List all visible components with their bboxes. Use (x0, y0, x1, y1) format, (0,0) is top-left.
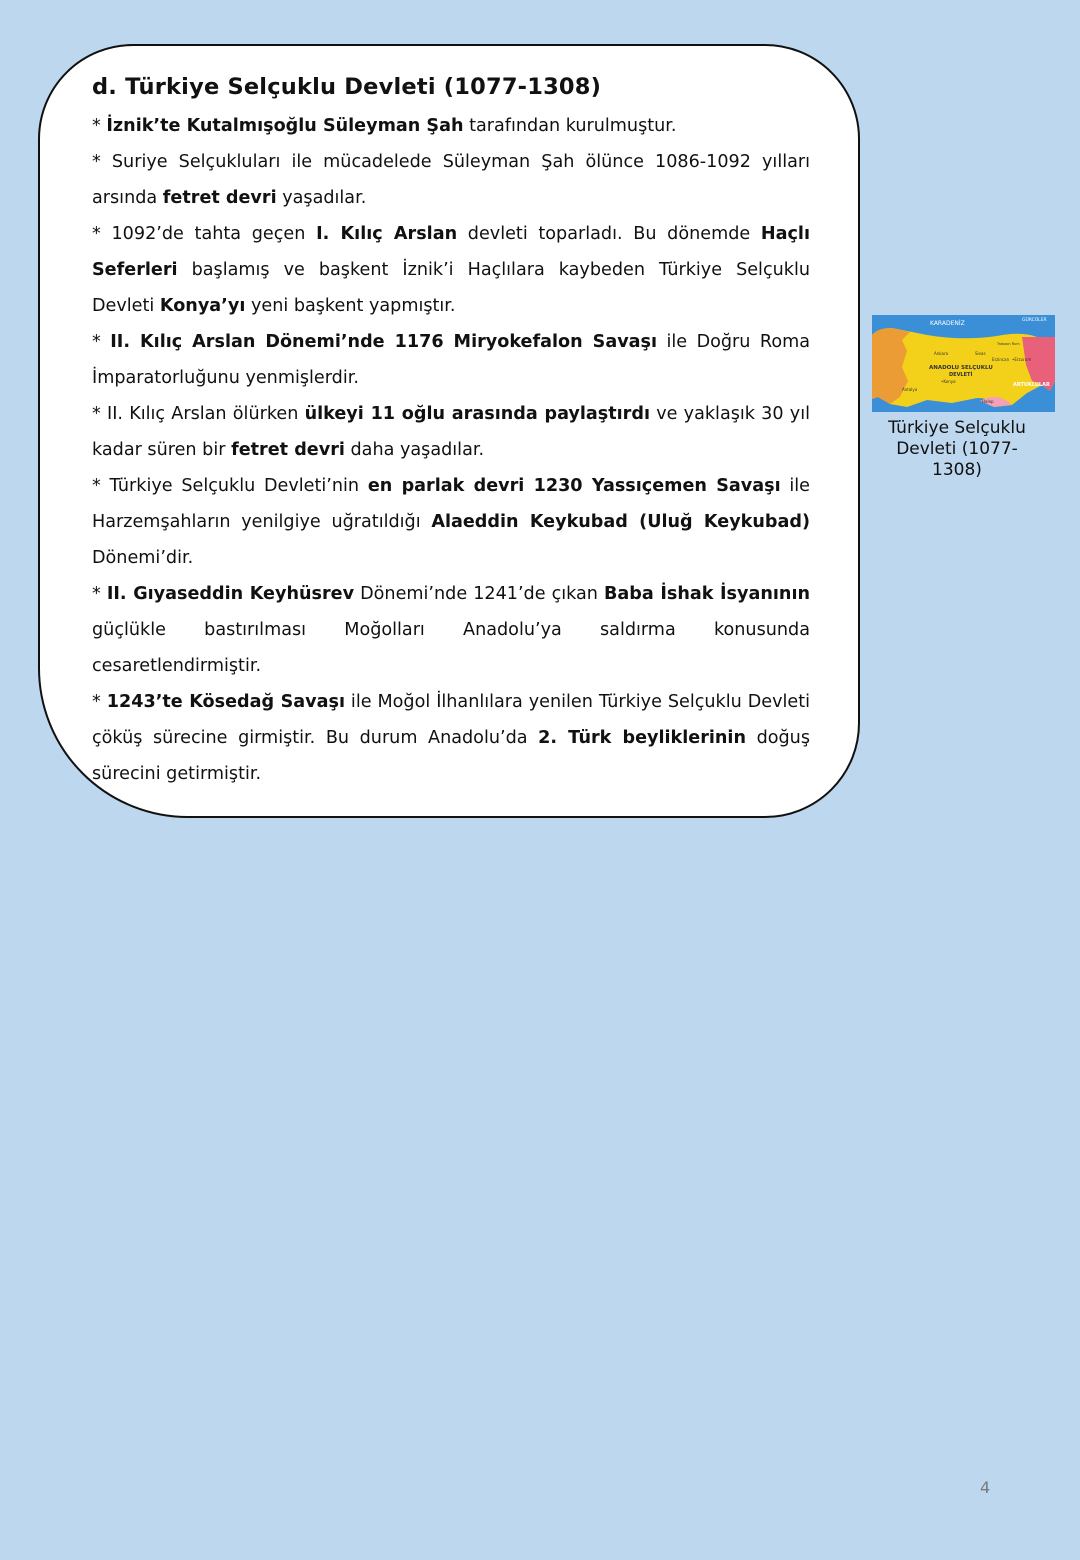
text: ile Harzemşahların yenilgiye uğratıldığı (92, 475, 810, 532)
bold-text: II. Kılıç Arslan Dönemi’nde 1176 Miryokefalon Savaşı (110, 331, 658, 352)
bold-text: I. Kılıç Arslan (316, 223, 458, 244)
text: devleti toparladı. Bu dönemde (457, 223, 761, 244)
bold-text: Haçlı Seferleri (92, 223, 810, 280)
map-label-trabzon: Trabzon Rum (997, 342, 1020, 346)
map-label-ankara: Ankara (934, 351, 949, 356)
map-label-halep: Halep (982, 399, 994, 404)
map-label-state-line1: ANADOLU SELÇUKLU (929, 365, 993, 371)
text: Dönemi’dir. (92, 547, 194, 568)
section-title: d. Türkiye Selçuklu Devleti (1077-1308) (92, 74, 602, 100)
text: * Türkiye Selçuklu Devleti’nin (92, 475, 368, 496)
bullet-paragraph (92, 684, 810, 792)
map-label-state-line2: DEVLETİ (949, 372, 973, 378)
text: Dönemi’nde 1241’de çıkan (354, 583, 604, 604)
bold-text: fetret devri (231, 439, 345, 460)
text: tarafından kurulmuştur. (463, 115, 677, 136)
paragraph-list (92, 108, 810, 792)
map-caption: Türkiye Selçuklu Devleti (1077-1308) (888, 418, 1026, 480)
map-label-erzurum: •Erzurum (1012, 357, 1032, 362)
bold-text: Alaeddin Keykubad (Uluğ Keykubad) (431, 511, 810, 532)
text: * (92, 331, 111, 352)
text: * II. Kılıç Arslan ölürken (92, 403, 305, 424)
map-label-artuklu: ARTUKLULAR (1013, 382, 1050, 388)
map-label-georgia: GÜRCÜLER (1022, 318, 1047, 323)
page-number: 4 (980, 1478, 991, 1497)
bold-text: en parlak devri 1230 Yassıçemen Savaşı (367, 475, 781, 496)
bold-text: İznik’te Kutalmışoğlu Süleyman Şah (106, 115, 464, 136)
text: doğuş sürecini getirmiştir. (92, 727, 810, 784)
bold-text: ülkeyi 11 oğlu arasında paylaştırdı (304, 403, 650, 424)
text: yaşadılar. (276, 187, 367, 208)
map-label-konya: •Konya (941, 379, 956, 384)
bullet-paragraph (92, 324, 810, 396)
text: yeni başkent yapmıştır. (245, 295, 456, 316)
text: * Suriye Selçukluları ile mücadelede Süleyman Şah ölünce 1086-1092 yılları arsında (92, 151, 810, 208)
bold-text: II. Gıyaseddin Keyhüsrev (106, 583, 355, 604)
text: * 1092’de tahta geçen (92, 223, 317, 244)
bullet-paragraph (92, 108, 810, 144)
bullet-paragraph (92, 144, 810, 216)
map-label-erzincan: Erzincan (992, 357, 1010, 362)
map-label-sivas: Sivas (975, 351, 986, 356)
bold-text: 2. Türk beyliklerinin (538, 727, 746, 748)
map-label-antalya: Antalya (902, 387, 918, 392)
text: ile Doğru Roma İmparatorluğunu yenmişlerdir. (92, 331, 811, 388)
bold-text: Konya’yı (159, 295, 246, 316)
bold-text: Baba İshak İsyanının (604, 583, 811, 604)
text: başlamış ve başkent İznik’i Haçlılara kaybeden Türkiye Selçuklu Devleti (92, 259, 810, 316)
text: ve yaklaşık 30 yıl kadar süren bir (92, 403, 810, 460)
map-label-sea: KARADENİZ (930, 320, 965, 327)
text: güçlükle bastırılması Moğolları Anadolu’ya saldırma konusunda cesaretlendirmiştir. (92, 619, 810, 676)
text: * (92, 583, 107, 604)
map-figure (872, 315, 1055, 481)
bullet-paragraph (92, 216, 810, 324)
bullet-paragraph (92, 396, 810, 468)
content-card (38, 44, 860, 818)
content (92, 76, 810, 792)
text: ile Moğol İlhanlılara yenilen Türkiye Selçuklu Devleti çöküş sürecine girmiştir. Bu durum Anadolu’da (92, 691, 811, 748)
bullet-paragraph (92, 576, 810, 684)
text: * (92, 691, 107, 712)
bullet-paragraph (92, 468, 810, 576)
bold-text: 1243’te Kösedağ Savaşı (106, 691, 345, 712)
text: * (92, 115, 107, 136)
text: daha yaşadılar. (344, 439, 485, 460)
bold-text: fetret devri (162, 187, 277, 208)
seljuk-map-image (872, 315, 1055, 412)
